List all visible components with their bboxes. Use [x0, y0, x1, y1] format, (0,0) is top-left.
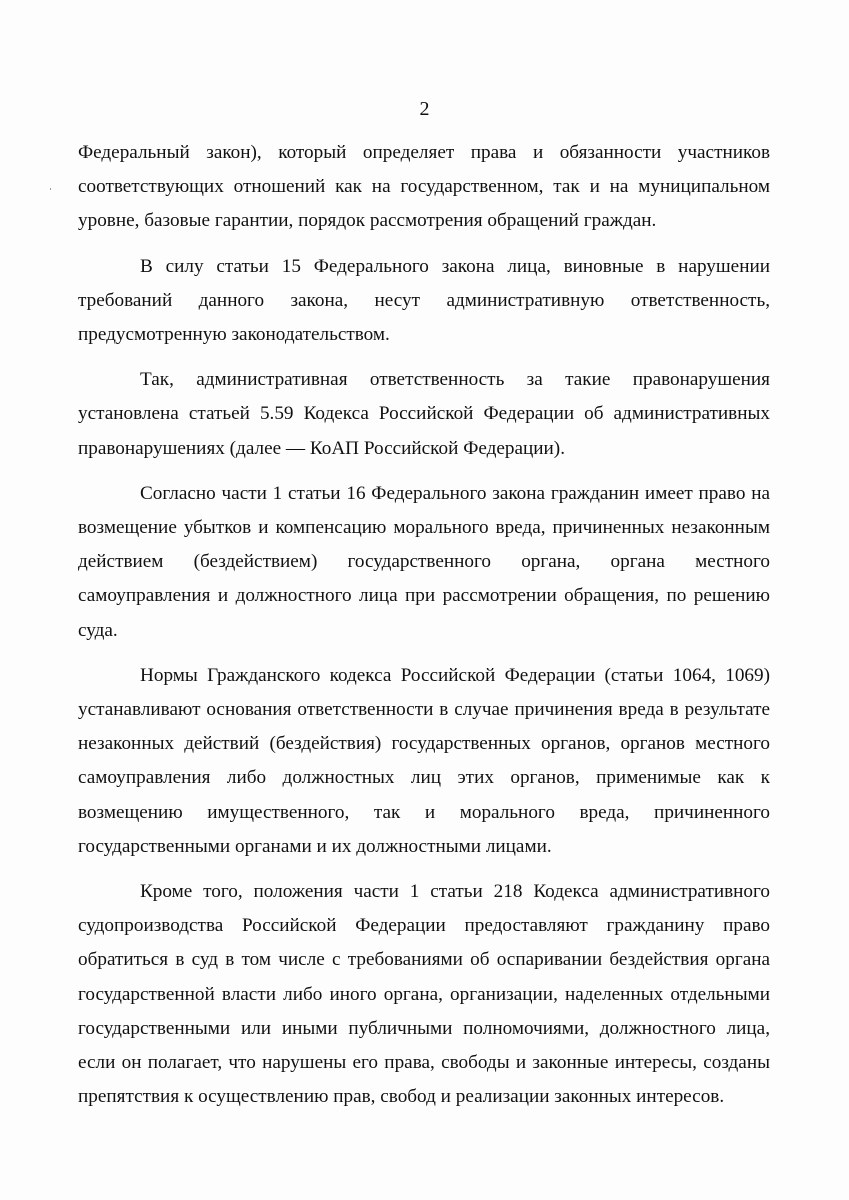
- paragraph-article-218: Кроме того, положения части 1 статьи 218 Кодекса административного судопроизводства Российской Федерации предоставляют гражданину право обратиться в суд в том числе с требованиями об оспаривании бездействия органа государственной власти либо иного органа, организации, наделенных отдельными государственными или иными публичными полномочиями, должностного лица, если он полагает, что нарушены его права, свободы и законные интересы, созданы препятствия к осуществлению прав, свобод и реализации законных интересов.: [78, 881, 770, 1108]
- page-number: 2: [419, 98, 430, 120]
- paragraph-koap: Так, административная ответственность за такие правонарушения установлена статьей 5.59 Кодекса Российской Федерации об административных правонарушениях (далее — КоАП Российской Федерации).: [78, 369, 770, 459]
- paragraph-article-16: Согласно части 1 статьи 16 Федерального закона гражданин имеет право на возмещение убытков и компенсацию морального вреда, причиненных незаконным действием (бездействием) государственного органа, органа местного самоуправления и должностного лица при рассмотрении обращения, по решению суда.: [78, 482, 770, 641]
- paragraph-continuation: Федеральный закон), который определяет права и обязанности участников соответствующих отношений как на государственном, так и на муниципальном уровне, базовые гарантии, порядок рассмотрения обращений граждан.: [78, 142, 770, 232]
- scan-artifact: [50, 188, 51, 190]
- paragraph-article-15: В силу статьи 15 Федерального закона лица, виновные в нарушении требований данного закона, несут административную ответственность, предусмотренную законодательством.: [78, 255, 770, 346]
- paragraph-civil-code: Нормы Гражданского кодекса Российской Федерации (статьи 1064, 1069) устанавливают основания ответственности в случае причинения вреда в результате незаконных действий (бездействия) государственных органов, органов местного самоуправления либо должностных лиц этих органов, применимые как к возмещению имущественного, так и морального вреда, причиненного государственными органами и их должностными лицами.: [78, 664, 770, 857]
- document-body: [78, 136, 770, 1114]
